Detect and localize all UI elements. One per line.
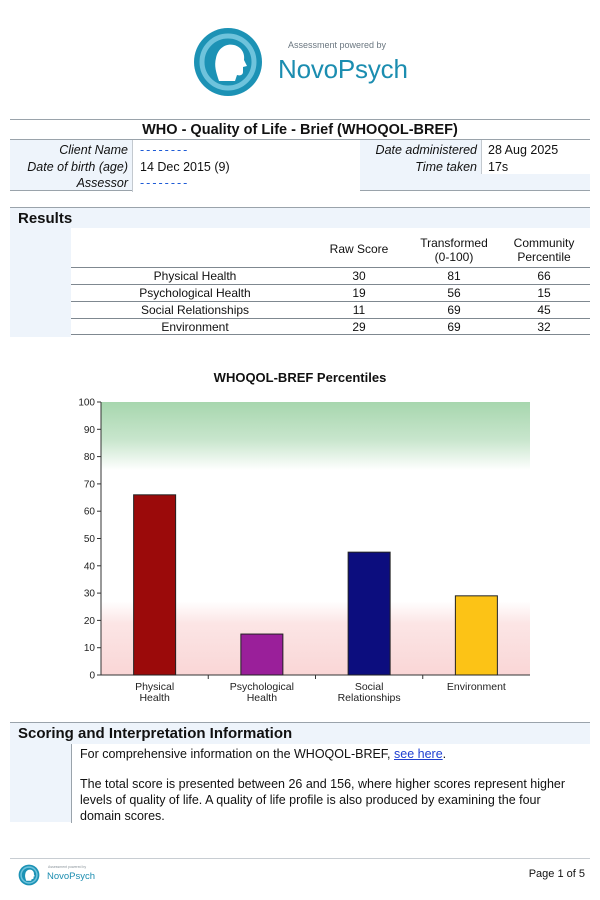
report-title: WHO - Quality of Life - Brief (WHOQOL-BREF)	[10, 120, 590, 140]
percentile-bar-chart	[0, 390, 600, 710]
bar-environment	[455, 596, 497, 675]
x-tick-label: Social	[354, 681, 384, 693]
y-tick-label: 30	[83, 588, 95, 600]
novopsych-logo	[192, 26, 422, 98]
y-tick-label: 40	[83, 561, 95, 573]
date-administered-value: 28 Aug 2025	[488, 143, 559, 157]
results-section	[10, 207, 590, 337]
time-taken-label: Time taken	[415, 160, 477, 174]
novopsych-head-icon	[192, 26, 264, 98]
y-tick-label: 50	[83, 534, 95, 545]
scoring-intro: For comprehensive information on the WHOQOL-BREF, see here.	[80, 747, 447, 761]
x-tick-label: Environment	[446, 681, 506, 693]
y-tick-label: 100	[78, 397, 95, 409]
chart-title: WHOQOL-BREF Percentiles	[213, 370, 387, 385]
footer-logo-tagline: Assessment powered by	[48, 865, 87, 869]
assessor-value: --------	[140, 176, 190, 190]
scoring-title: Scoring and Interpretation Information	[18, 725, 293, 742]
y-tick-label: 70	[83, 479, 95, 491]
footer-divider	[10, 858, 590, 859]
client-name-value: --------	[140, 143, 190, 157]
y-tick-label: 20	[83, 615, 95, 627]
x-tick-label: Health	[139, 692, 170, 704]
y-tick-label: 60	[83, 506, 95, 518]
x-tick-label: Relationships	[337, 692, 401, 704]
footer-logo-wordmark: NovoPsych	[47, 871, 96, 882]
col-raw-score: Raw Score	[329, 242, 389, 256]
dob-value: 14 Dec 2015 (9)	[140, 160, 230, 174]
results-table	[71, 228, 590, 338]
logo-tagline: Assessment powered by	[288, 40, 387, 50]
table-row: Environment 29 69 32	[71, 318, 590, 335]
high-range-band	[101, 402, 530, 470]
x-tick-label: Health	[246, 692, 278, 704]
y-tick-label: 80	[83, 452, 95, 464]
date-administered-label: Date administered	[375, 143, 477, 157]
scoring-paragraph: The total score is presented between 26 and 156, where higher scores represent higher levels of quality of life. A quality of life profile is also produced by examining the four domain scores.	[80, 777, 566, 823]
client-info	[10, 140, 360, 192]
see-here-link[interactable]: see here	[394, 747, 443, 761]
table-row: Psychological Health 19 56 15	[71, 284, 590, 301]
time-taken-value: 17s	[488, 160, 509, 174]
dob-label: Date of birth (age)	[27, 160, 128, 174]
bar-social-relationships	[348, 552, 390, 675]
scoring-text	[71, 744, 590, 823]
bar-physical-health	[134, 495, 176, 675]
y-tick-label: 90	[83, 424, 95, 436]
y-tick-label: 10	[83, 643, 95, 655]
assessor-label: Assessor	[76, 176, 128, 190]
page-number: Page 1 of 5	[528, 868, 585, 880]
col-community-percentile: Community Percentile	[513, 236, 575, 264]
bar-psychological-health	[241, 634, 283, 675]
col-transformed: Transformed (0-100)	[420, 236, 488, 264]
logo-wordmark: NovoPsych	[278, 54, 408, 84]
table-row: Physical Health 30 81 66	[71, 267, 590, 284]
client-name-label: Client Name	[59, 143, 128, 157]
footer-logo	[18, 862, 128, 888]
administration-info	[360, 140, 590, 192]
x-tick-label: Psychological	[229, 681, 294, 693]
table-row: Social Relationships 11 69 45	[71, 301, 590, 318]
novopsych-head-icon	[18, 864, 40, 886]
x-tick-label: Physical	[135, 681, 175, 693]
scoring-section	[10, 722, 590, 822]
y-tick-label: 0	[89, 670, 95, 682]
results-title: Results	[18, 210, 73, 227]
report-header-block	[10, 119, 590, 191]
